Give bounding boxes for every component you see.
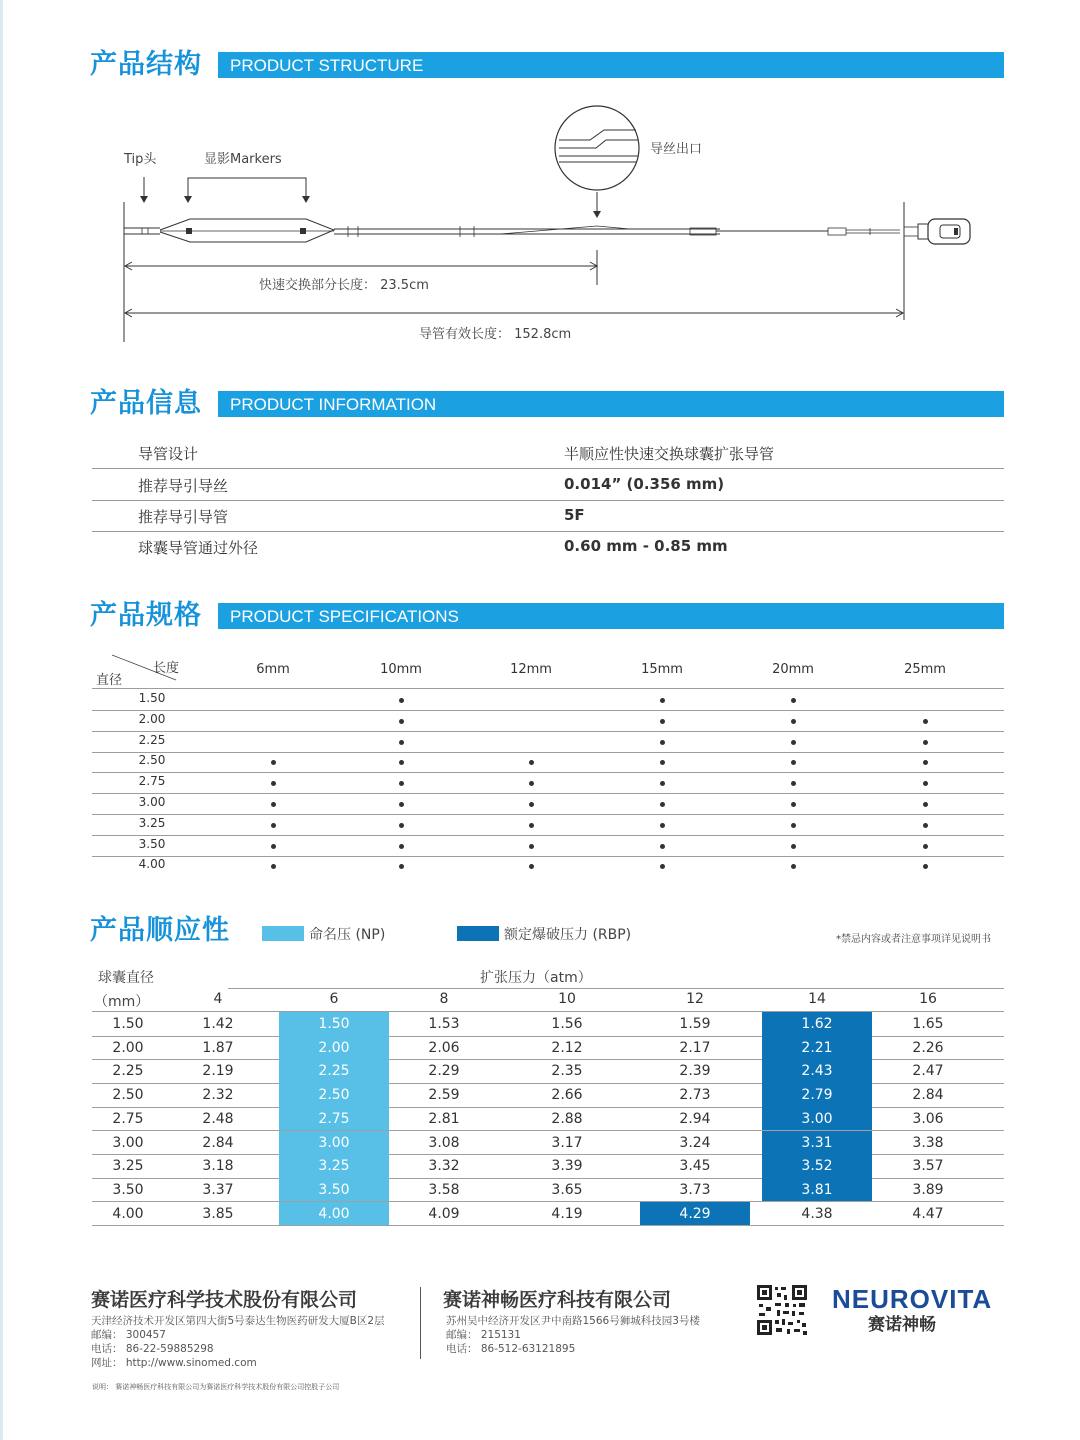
compliance-cell: 2.06	[428, 1039, 460, 1056]
compliance-diameter: 3.25	[112, 1158, 144, 1175]
compliance-cell: 3.38	[912, 1134, 944, 1151]
rbp-cell: 1.62	[762, 1012, 872, 1036]
compliance-diameter: 4.00	[112, 1205, 144, 1222]
compliance-diameter: 2.00	[112, 1039, 144, 1056]
compliance-cell: 3.17	[551, 1134, 583, 1151]
compliance-cell: 3.24	[679, 1134, 711, 1151]
compliance-cell: 2.35	[551, 1063, 583, 1080]
spec-length-header: 12mm	[510, 662, 552, 677]
compliance-cell: 2.17	[679, 1039, 711, 1056]
brand-cn: 赛诺神畅	[868, 1315, 936, 1335]
rbp-cell: 3.00	[762, 1107, 872, 1131]
pressure-col-header: 4	[213, 991, 223, 1007]
compliance-cell: 1.59	[679, 1016, 711, 1032]
effective-length-label: 导管有效长度： 152.8cm	[419, 327, 572, 342]
company1-web[interactable]: 网址： http://www.sinomed.com	[91, 1357, 257, 1369]
company1-name: 赛诺医疗科学技术股份有限公司	[91, 1289, 358, 1311]
compliance-cell: 3.37	[202, 1181, 234, 1198]
compliance-cell: 2.81	[428, 1110, 460, 1127]
compliance-cell: 2.47	[912, 1063, 944, 1080]
compliance-cell: 2.84	[202, 1134, 234, 1151]
balloon-diameter-header: 球囊直径	[98, 970, 154, 986]
compliance-cell: 2.48	[202, 1110, 234, 1127]
diameter-header: 直径	[96, 673, 123, 688]
rbp-cell: 4.29	[640, 1202, 750, 1226]
np-cell: 2.00	[279, 1036, 389, 1060]
np-cell: 4.00	[279, 1202, 389, 1226]
compliance-diameter: 2.75	[112, 1110, 144, 1127]
np-cell: 2.75	[279, 1107, 389, 1131]
compliance-cell: 2.88	[551, 1110, 583, 1127]
length-header: 长度	[153, 661, 180, 676]
spec-diameter: 1.50	[138, 691, 166, 705]
compliance-cell: 3.57	[912, 1158, 944, 1175]
info-key: 推荐导引导丝	[138, 477, 229, 495]
info-value: 5F	[564, 506, 585, 524]
pressure-col-header: 8	[439, 991, 449, 1007]
company1-postcode: 邮编： 300457	[91, 1329, 166, 1341]
pressure-col-header: 14	[808, 991, 826, 1007]
np-cell: 3.25	[279, 1154, 389, 1178]
compliance-cell: 4.19	[551, 1205, 583, 1222]
spec-length-header: 6mm	[256, 662, 290, 677]
compliance-cell: 1.42	[202, 1016, 234, 1032]
compliance-cell: 2.73	[679, 1087, 711, 1104]
spec-diameter: 4.00	[138, 857, 166, 872]
company2-name: 赛诺神畅医疗科技有限公司	[443, 1289, 672, 1311]
spec-diameter: 3.50	[138, 836, 166, 851]
compliance-cell: 3.45	[679, 1158, 711, 1175]
compliance-cell: 2.84	[912, 1087, 944, 1104]
rbp-cell: 2.79	[762, 1083, 872, 1107]
compliance-diameter: 1.50	[112, 1016, 144, 1032]
compliance-cell: 3.39	[551, 1158, 583, 1175]
compliance-cell: 2.66	[551, 1087, 583, 1104]
info-key: 导管设计	[138, 445, 199, 463]
company2-address: 苏州吴中经济开发区尹中南路1566号狮城科技园3号楼	[446, 1315, 700, 1327]
compliance-cell: 3.65	[551, 1181, 583, 1198]
compliance-diameter: 3.00	[112, 1134, 144, 1151]
info-value: 半顺应性快速交换球囊扩张导管	[564, 445, 775, 463]
rx-length-label: 快速交换部分长度： 23.5cm	[259, 278, 429, 293]
compliance-cell: 2.26	[912, 1039, 944, 1056]
rbp-cell: 2.21	[762, 1036, 872, 1060]
spec-length-header: 15mm	[641, 662, 683, 677]
compliance-cell: 2.29	[428, 1063, 460, 1080]
np-cell: 2.50	[279, 1083, 389, 1107]
spec-length-header: 25mm	[904, 662, 946, 677]
np-cell: 3.50	[279, 1178, 389, 1202]
rbp-cell: 3.31	[762, 1131, 872, 1155]
spec-diameter: 2.50	[138, 753, 166, 768]
compliance-cell: 1.87	[202, 1039, 234, 1056]
compliance-cell: 3.58	[428, 1181, 460, 1198]
compliance-cell: 2.39	[679, 1063, 711, 1080]
company2-phone: 电话： 86-512-63121895	[446, 1343, 576, 1355]
markers-label: 显影Markers	[204, 152, 282, 167]
pressure-header: 扩张压力（atm）	[480, 970, 592, 986]
compliance-cell: 2.19	[202, 1063, 234, 1080]
information-title: 产品信息	[90, 388, 202, 419]
rbp-cell: 2.43	[762, 1059, 872, 1083]
neurovita-logo	[832, 1284, 992, 1335]
structure-bar: PRODUCT STRUCTURE	[218, 52, 1004, 78]
rbp-cell: 3.52	[762, 1154, 872, 1178]
exit-label: 导丝出口	[650, 142, 703, 157]
compliance-cell: 3.08	[428, 1134, 460, 1151]
structure-title: 产品结构	[90, 49, 202, 80]
spec-length-header: 10mm	[380, 662, 422, 677]
tip-label: Tip头	[124, 152, 157, 167]
spec-diameter: 2.25	[138, 732, 166, 747]
np-cell: 1.50	[279, 1012, 389, 1036]
compliance-cell: 3.89	[912, 1181, 944, 1198]
compliance-cell: 3.18	[202, 1158, 234, 1175]
pressure-col-header: 10	[558, 991, 576, 1007]
pressure-col-header: 16	[919, 991, 937, 1007]
unit-header: （mm）	[94, 994, 150, 1010]
company2-postcode: 邮编： 215131	[446, 1329, 521, 1341]
qr-code-icon	[757, 1285, 807, 1335]
compliance-cell: 1.65	[912, 1016, 944, 1032]
compliance-cell: 1.53	[428, 1016, 460, 1032]
company1-phone: 电话： 86-22-59885298	[91, 1343, 214, 1355]
compliance-cell: 2.32	[202, 1087, 234, 1104]
info-key: 球囊导管通过外径	[138, 539, 259, 557]
pressure-col-header: 12	[686, 991, 704, 1007]
compliance-diameter: 2.25	[112, 1063, 144, 1080]
np-legend-label: 命名压 (NP)	[309, 927, 386, 943]
compliance-cell: 3.73	[679, 1181, 711, 1198]
info-key: 推荐导引导管	[138, 508, 229, 526]
compliance-cell: 4.47	[912, 1205, 944, 1222]
specifications-bar: PRODUCT SPECIFICATIONS	[218, 603, 1004, 629]
pressure-col-header: 6	[329, 991, 339, 1007]
brand-en: NEUROVITA	[832, 1284, 993, 1314]
spec-diameter: 3.00	[138, 795, 166, 809]
information-bar: PRODUCT INFORMATION	[218, 391, 1004, 417]
compliance-cell: 3.32	[428, 1158, 460, 1175]
company1-address: 天津经济技术开发区第四大街5号泰达生物医药研发大厦B区2层	[91, 1315, 385, 1327]
compliance-cell: 3.85	[202, 1205, 234, 1222]
spec-length-header: 20mm	[772, 662, 814, 677]
footer-note: 说明： 赛诺神畅医疗科技有限公司为赛诺医疗科学技术股份有限公司控股子公司	[92, 1383, 340, 1391]
np-cell: 3.00	[279, 1131, 389, 1155]
compliance-diameter: 2.50	[112, 1087, 144, 1104]
rbp-legend-label: 额定爆破压力 (RBP)	[504, 927, 632, 943]
compliance-cell: 2.94	[679, 1110, 711, 1127]
compliance-cell: 4.38	[801, 1205, 833, 1222]
compliance-cell: 4.09	[428, 1205, 460, 1222]
compliance-cell: 2.12	[551, 1039, 583, 1056]
spec-diameter: 2.00	[138, 711, 166, 726]
compliance-note: *禁忌内容或者注意事项详见说明书	[836, 934, 991, 945]
compliance-cell: 1.56	[551, 1016, 583, 1032]
compliance-cell: 2.59	[428, 1087, 460, 1104]
specifications-title: 产品规格	[90, 600, 202, 631]
compliance-title: 产品顺应性	[90, 915, 230, 946]
info-value: 0.014” (0.356 mm)	[564, 475, 725, 493]
compliance-diameter: 3.50	[112, 1181, 144, 1198]
info-value: 0.60 mm - 0.85 mm	[564, 537, 728, 555]
compliance-cell: 3.06	[912, 1110, 944, 1127]
spec-diameter: 2.75	[138, 774, 166, 789]
spec-diameter: 3.25	[138, 815, 166, 830]
rbp-cell: 3.81	[762, 1178, 872, 1202]
np-cell: 2.25	[279, 1059, 389, 1083]
